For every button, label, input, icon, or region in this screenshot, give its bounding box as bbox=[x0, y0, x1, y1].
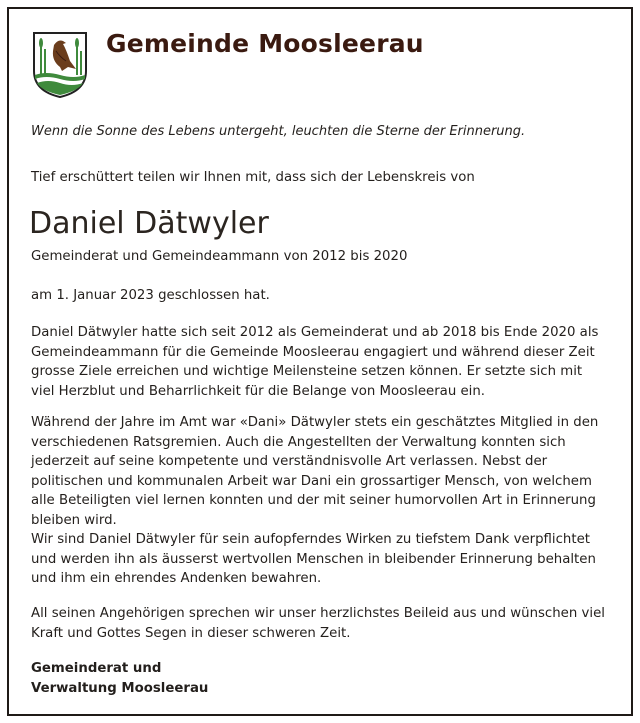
signature-line: Gemeinderat und bbox=[31, 661, 162, 676]
date-of-death: am 1. Januar 2023 geschlossen hat. bbox=[31, 288, 270, 303]
municipality-title: Gemeinde Moosleerau bbox=[106, 29, 424, 58]
coat-of-arms-icon bbox=[32, 31, 88, 99]
deceased-role: Gemeinderat und Gemeindeammann von 2012 bis 2020 bbox=[31, 249, 408, 264]
paragraph-tenure: Daniel Dätwyler hatte sich seit 2012 als Gemeinderat und ab 2018 bis Ende 2020 als Gemeindeammann für die Gemeinde Moosleerau engagiert und während dieser Zeit grosse Ziele erreichen und wichtige Meilensteine setzen können. Er setzte sich mit viel Herzblut und Beharrlichkeit für die Belange von Moosleerau ein. bbox=[31, 325, 599, 399]
signature-block bbox=[31, 659, 208, 698]
deceased-name: Daniel Dätwyler bbox=[29, 206, 269, 241]
paragraph-gratitude: Wir sind Daniel Dätwyler für sein aufopferndes Wirken zu tiefstem Dank verpflichtet und werden ihn als äusserst wertvollen Menschen in bleibender Erinnerung behalten und ihm ein ehrendes Andenken bewahren. bbox=[31, 532, 596, 587]
paragraph-character: Während der Jahre im Amt war «Dani» Dätwyler stets ein geschätztes Mitglied in den verschiedenen Ratsgremien. Auch die Angestellten der Verwaltung konnten sich jederzeit auf seine kompetente und verständnisvolle Art verlassen. Nebst der politischen und kommunalen Arbeit war Dani ein grossartiger Mensch, von welchem alle Beteiligten viel lernen konnten und der mit seiner humorvollen Art in Erinnerung bleiben wird. bbox=[31, 415, 599, 528]
motto: Wenn die Sonne des Lebens untergeht, leuchten die Sterne der Erinnerung. bbox=[31, 124, 526, 139]
intro-text: Tief erschüttert teilen wir Ihnen mit, dass sich der Lebenskreis von bbox=[31, 170, 475, 185]
signature-line: Verwaltung Moosleerau bbox=[31, 680, 209, 696]
paragraph-condolences: All seinen Angehörigen sprechen wir unser herzlichstes Beileid aus und wünschen viel Kraft und Gottes Segen in dieser schweren Zeit. bbox=[31, 606, 605, 641]
